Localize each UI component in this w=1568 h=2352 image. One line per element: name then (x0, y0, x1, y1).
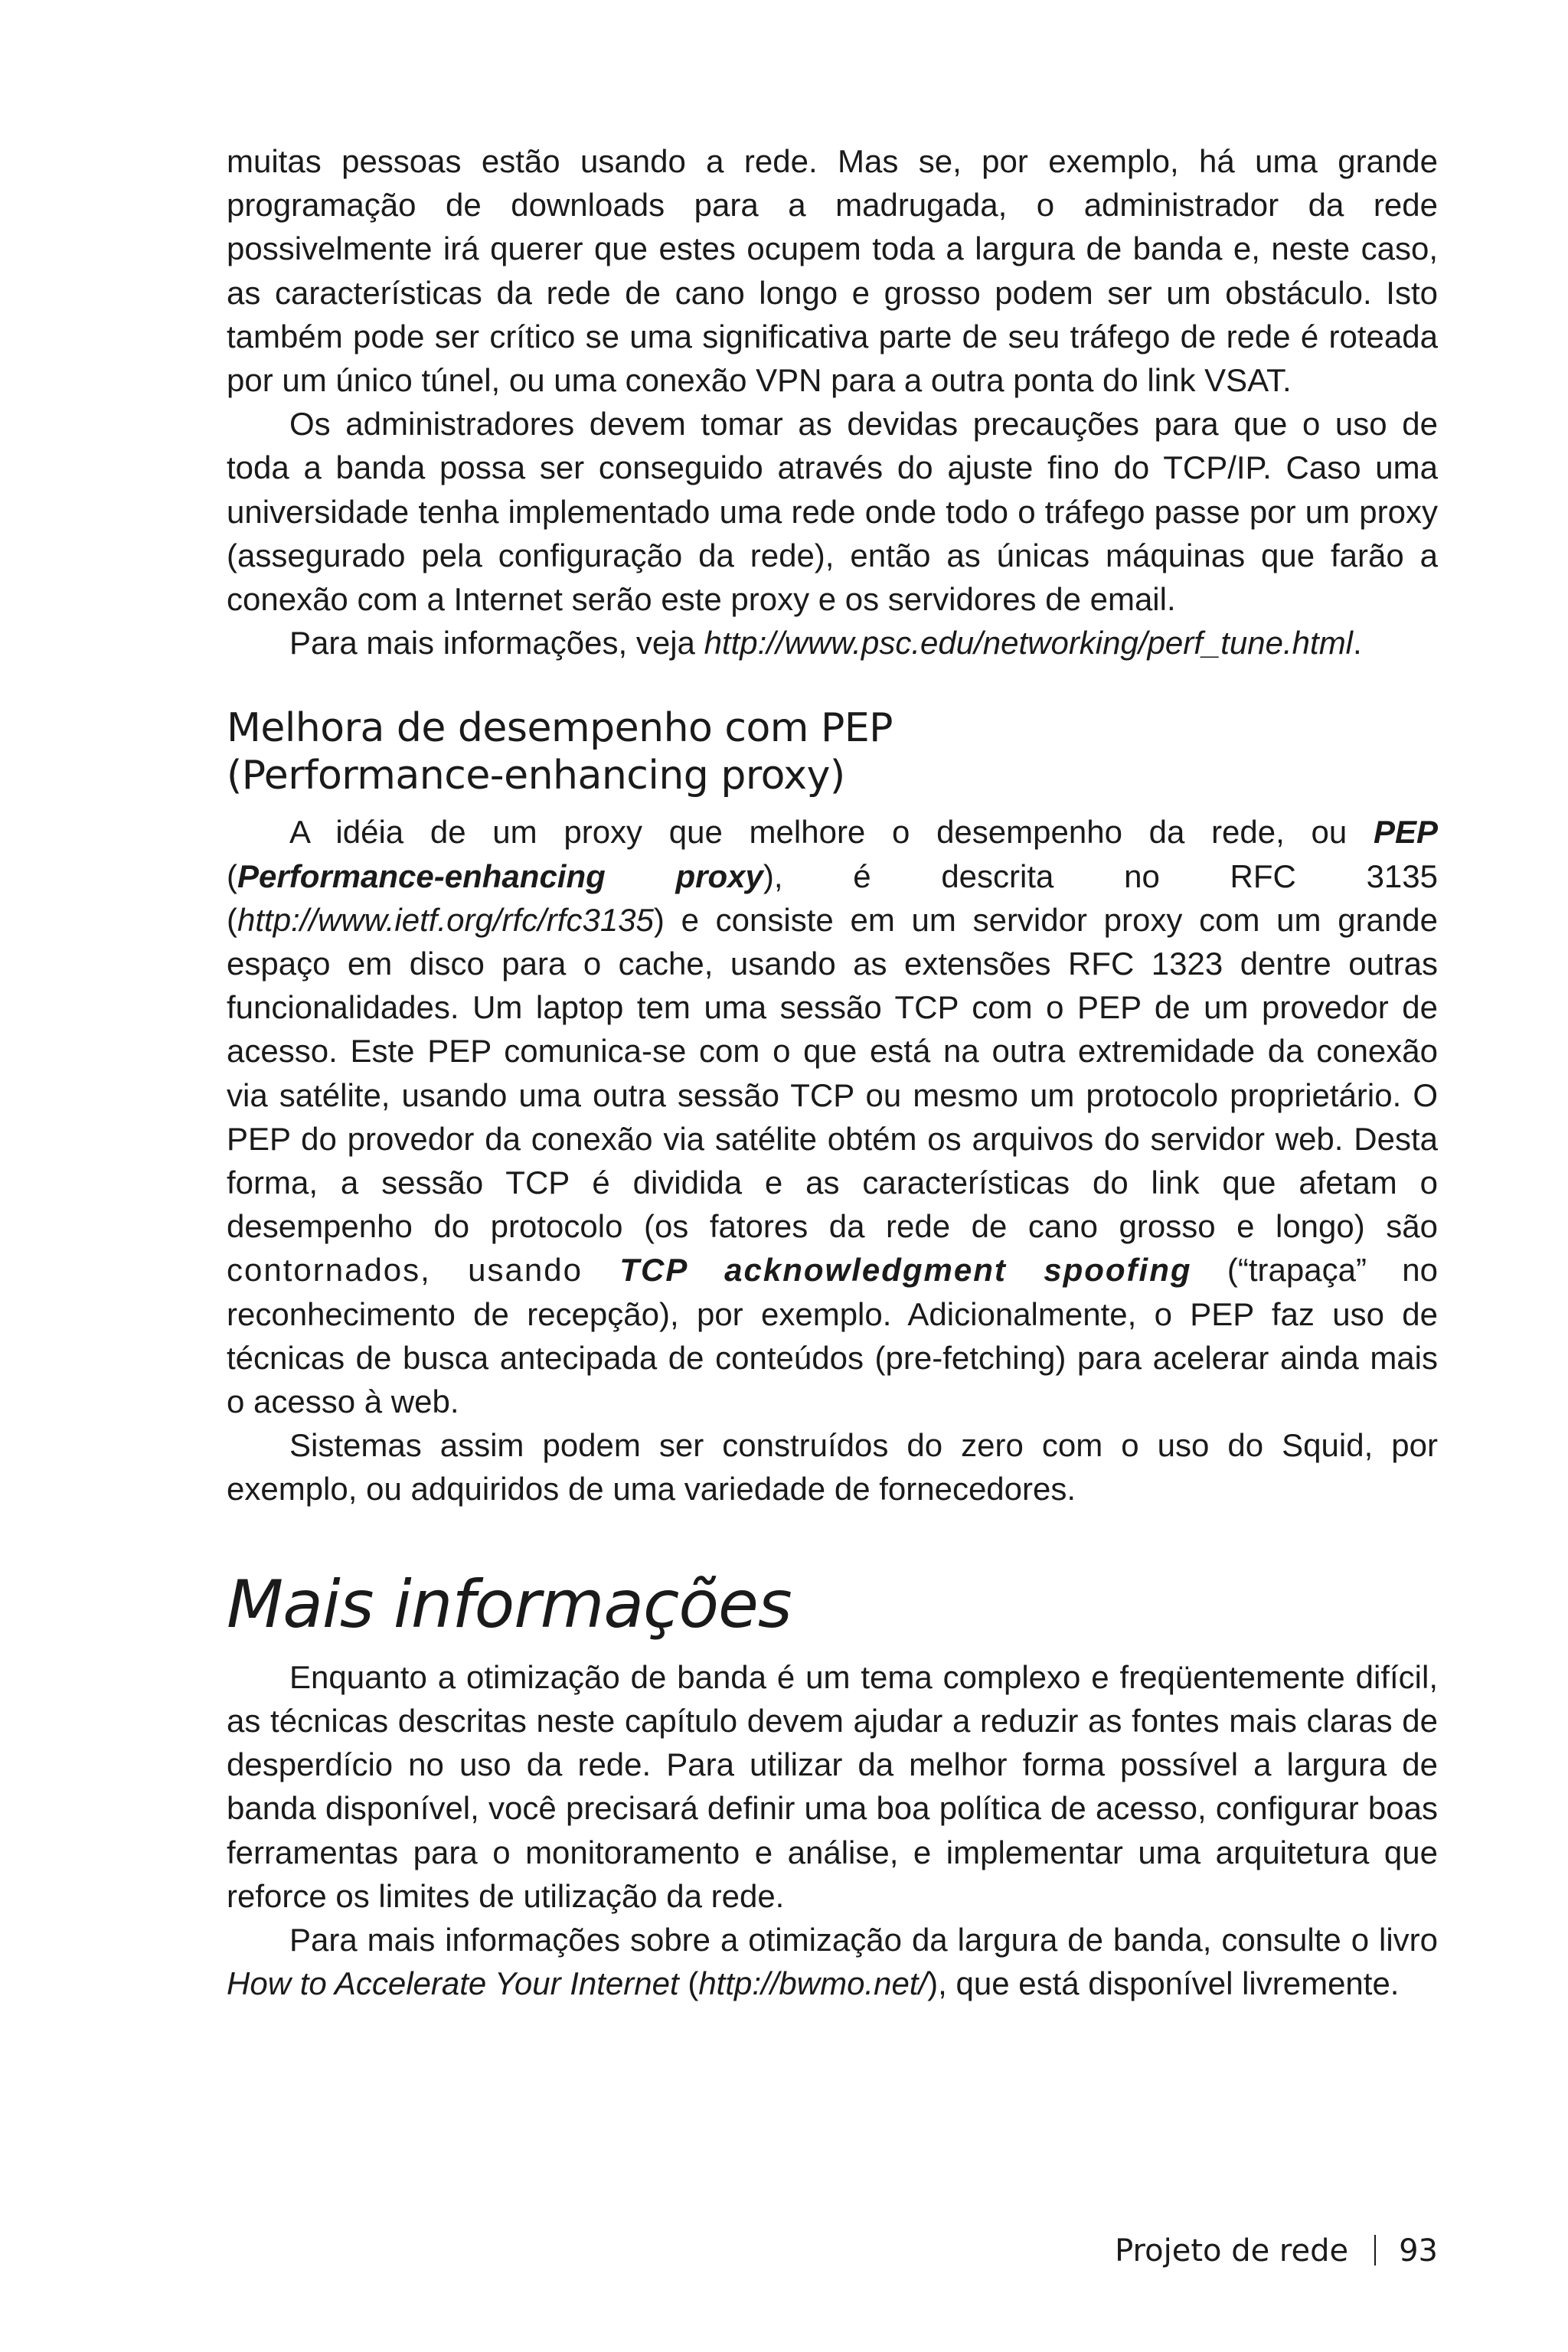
term-tcp-ack-spoofing: TCP acknowledgment spoofing (619, 1252, 1192, 1289)
paragraph-text: contornados, usando (227, 1252, 620, 1289)
paragraph-text: Para mais informações sobre a otimização da largura de banda, consulte o livro (289, 1921, 1438, 1958)
paragraph-text: ), é descrita no RFC 3135 ( (227, 858, 1438, 938)
paragraph-text: Enquanto a otimização de banda é um tema complexo e freqüentemente difícil, as técnicas descritas neste capítulo devem ajudar a reduzir as fontes mais claras de desperdício no uso da rede. Para utilizar da melhor forma possível a largura de banda disponível, você precisará definir uma boa política de acesso, configurar boas ferramentas para o monitoramento e análise, e implementar uma arquitetura que reforce os limites de utilização da rede. (227, 1658, 1438, 1914)
heading-line-2: (Performance-enhancing proxy) (227, 753, 845, 799)
section-heading-mais-informacoes: Mais informações (227, 1566, 792, 1643)
book-title: How to Accelerate Your Internet (227, 1965, 679, 2002)
page-footer (1115, 2233, 1438, 2269)
paragraph-text: muitas pessoas estão usando a rede. Mas se, por exemplo, há uma grande programação de downloads para a madrugada, o administrador da rede possivelmente irá querer que estes ocupem toda a largura de banda e, neste caso, as características da rede de cano longo e grosso podem ser um obstáculo. Isto também pode ser crítico se uma significativa parte de seu tráfego de rede é roteada por um único túnel, ou uma conexão VPN para a outra ponta do link VSAT. (227, 143, 1438, 399)
heading-line-1: Melhora de desempenho com PEP (227, 705, 893, 752)
paragraph-text: ( (678, 1965, 699, 2002)
paragraph-text: . (1353, 625, 1362, 662)
paragraph-text: ( (227, 858, 237, 894)
paragraph-pep-description (227, 810, 1438, 1423)
paragraph-text: A idéia de um proxy que melhore o desempenho da rede, ou (289, 814, 1374, 851)
paragraph-text: (“trapaça” no reconhecimento de recepção), por exemplo. Adicionalmente, o PEP faz uso de técnicas de busca antecipada de conteúdos (pre-fetching) para acelerar ainda mais o acesso à web. (227, 1252, 1439, 1420)
psc-url-link[interactable]: http://www.psc.edu/networking/perf_tune.html (704, 625, 1354, 662)
bwmo-url-link[interactable]: http://bwmo.net/ (698, 1965, 928, 2002)
paragraph-network-congestion (227, 139, 1438, 402)
paragraph-text: Os administradores devem tomar as devidas precauções para que o uso de toda a banda possa ser conseguido através do ajuste fino do TCP/IP. Caso uma universidade tenha implementado uma rede onde todo o tráfego passe por um proxy (assegurado pela configuração da rede), então as únicas máquinas que farão a conexão com a Internet serão este proxy e os servidores de email. (227, 406, 1438, 618)
paragraph-text: ) e consiste em um servidor proxy com um grande espaço em disco para o cache, usando as extensões RFC 1323 dentre outras funcionalidades. Um laptop tem uma sessão TCP com o PEP de um provedor de acesso. Este PEP comunica-se com o que está na outra extremidade da conexão via satélite, usando uma outra sessão TCP ou mesmo um protocolo proprietário. O PEP do provedor da conexão via satélite obtém os arquivos do servidor web. Desta forma, a sessão TCP é dividida e as características do link que afetam o desempenho do protocolo (os fatores da rede de cano grosso e longo) são (227, 901, 1438, 1245)
paragraph-bandwidth-optimization (227, 1655, 1438, 1918)
paragraph-text: Sistemas assim podem ser construídos do zero com o uso do Squid, por exemplo, ou adquiridos de uma variedade de fornecedores. (227, 1427, 1438, 1508)
term-pep: PEP (1373, 814, 1438, 851)
paragraph-squid-systems (227, 1423, 1438, 1511)
subsection-heading-pep (227, 704, 1438, 799)
footer-chapter-title: Projeto de rede (1115, 2233, 1349, 2269)
paragraph-text: ), que está disponível livremente. (927, 1965, 1400, 2002)
term-performance-enhancing-proxy: Performance-enhancing proxy (237, 858, 763, 894)
paragraph-tcp-tuning (227, 402, 1438, 621)
footer-separator (1374, 2235, 1376, 2265)
paragraph-text: Para mais informações, veja (289, 625, 704, 662)
rfc3135-url-link[interactable]: http://www.ietf.org/rfc/rfc3135 (237, 901, 654, 938)
paragraph-more-info-psc (227, 621, 1438, 665)
paragraph-book-reference (227, 1918, 1438, 2005)
page-body (227, 139, 1438, 2005)
footer-page-number: 93 (1399, 2233, 1438, 2269)
